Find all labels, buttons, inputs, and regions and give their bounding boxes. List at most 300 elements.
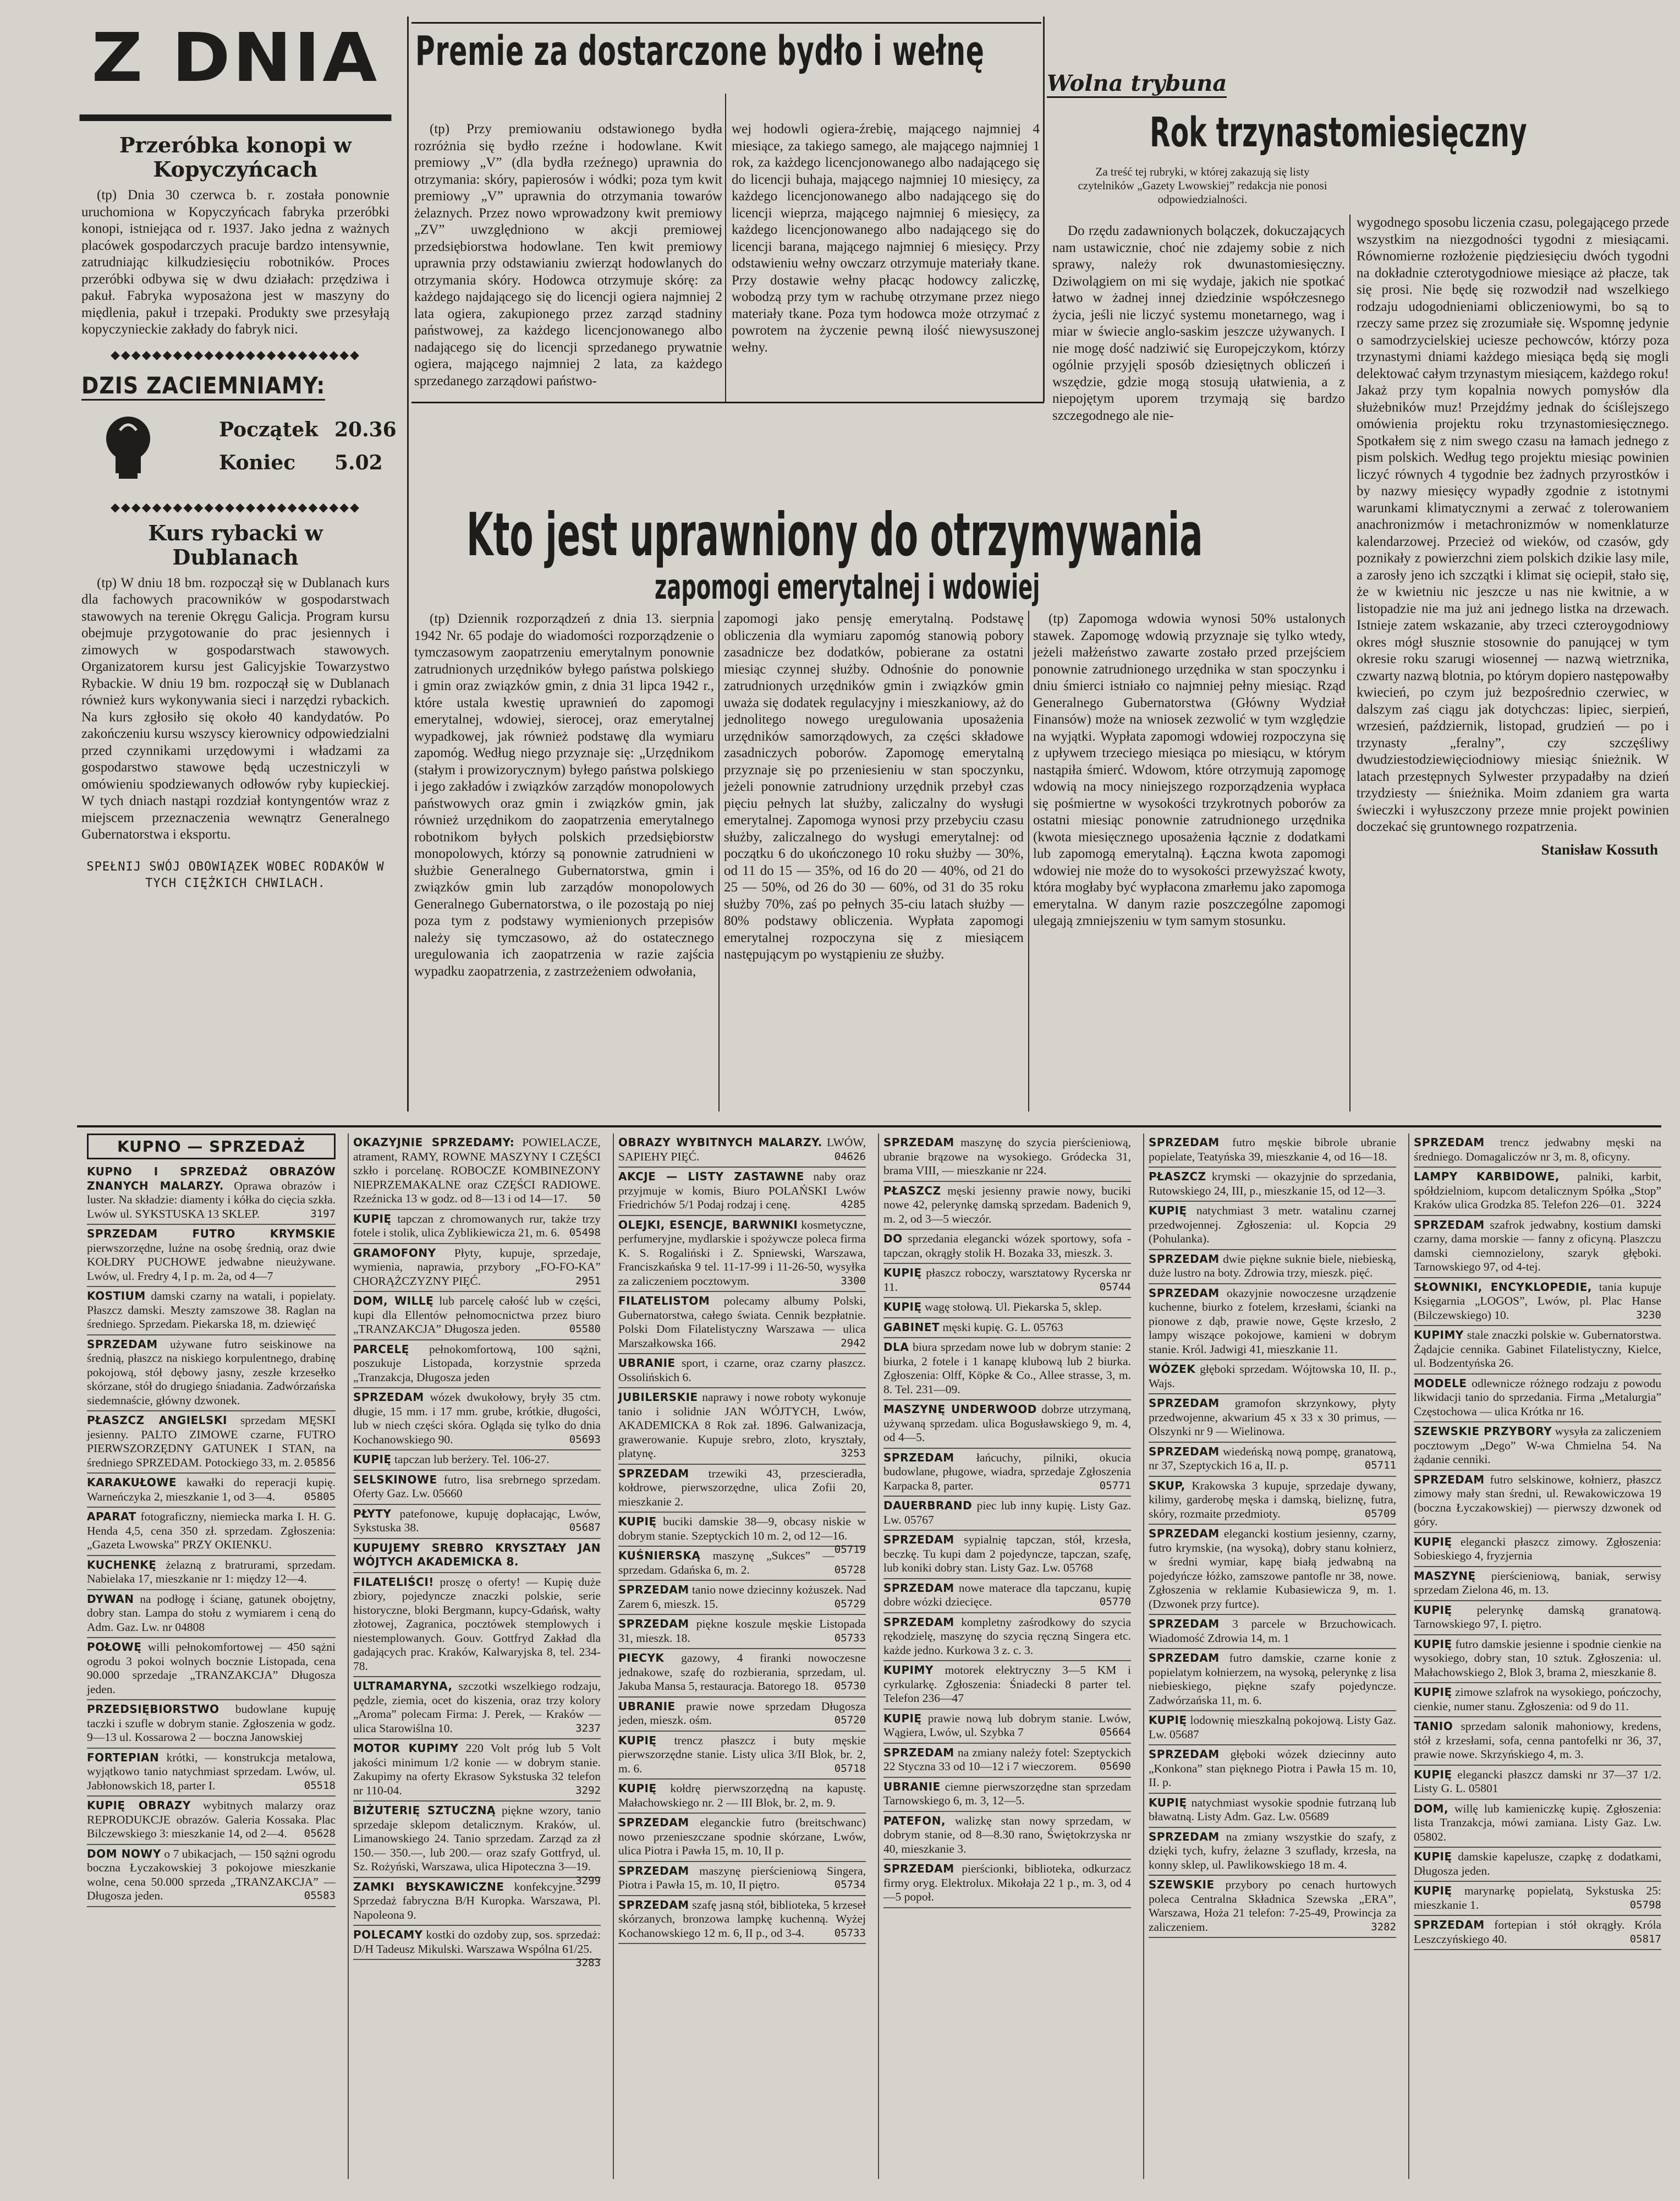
- ad-code: 05693: [569, 1433, 601, 1446]
- classified-ad: [353, 1926, 601, 1969]
- classified-ad: [1414, 1326, 1661, 1375]
- classified-ad: [618, 1388, 866, 1465]
- classified-ad: [87, 1508, 336, 1556]
- classified-ad: [618, 1581, 866, 1615]
- ad-code: 05734: [834, 1879, 866, 1891]
- ad-title: KUPIĘ: [1149, 1204, 1187, 1217]
- ad-text: marynarkę popielatą, Sykstuska 25: mieszkanie 1.: [1414, 1884, 1661, 1912]
- ad-text: sprzedania elegancki wózek sportowy, sofa - tapczan, okrągły stolik H. Bozaka 33, mieszk. 3.: [883, 1232, 1131, 1260]
- classified-ad: [87, 1638, 336, 1700]
- classified-ad: [618, 1216, 866, 1293]
- classified-ad: [618, 1292, 866, 1354]
- ad-title: SPRZEDAM: [1414, 1918, 1485, 1931]
- classified-ad: [883, 1318, 1131, 1339]
- ad-text: maszynę „Sukces” — sprzedam. Gdańska 6, m. 2.: [618, 1549, 834, 1576]
- rok-editor-note: Za treść tej rubryki, w której zakazują się listy czytelników „Gazety Lwowskiej” redakcja nie ponosi odpowiedzialności.: [1078, 165, 1327, 206]
- top-section: [15, 17, 1669, 1112]
- ads-column: [83, 1134, 340, 2179]
- ad-text: szafrok jedwabny, kostium damski czarny, dama morskie — fanny z oficyną. Plaszczu damski ciemnozielony, szaryk głęboki. Tarnowskiego 97, od 4-tej.: [1414, 1218, 1662, 1273]
- ad-text: konfekcyjne. Sprzedaż fabryczna B/H Kuropka. Warszawa, Pl. Napoleona 9.: [353, 1880, 601, 1921]
- lightbulb-icon: [98, 414, 158, 480]
- ad-title: SZEWSKIE: [1149, 1878, 1215, 1891]
- classified-ad: [618, 1615, 866, 1649]
- classified-ad: [1414, 1882, 1661, 1916]
- ad-title: GABINET: [883, 1320, 940, 1334]
- ad-title: KUPUJEMY SREBRO KRYSZTAŁY JAN WÓJTYCH AKADEMICKA 8.: [353, 1541, 601, 1568]
- ad-text: sypialnię tapczan, stół, krzesła, beczkę. Tu kupi dam 2 pojedyncze, tapczan, szafę, lub koniki dobry stan. Listy Gaz. Lw. 05768: [883, 1533, 1131, 1574]
- ad-text: walizkę stan nowy sprzedam, w dobrym stanie, od 8—8.30 rano, Świętokrzyska nr 40, mieszkanie 3.: [883, 1814, 1132, 1855]
- ad-title: KUPIĘ: [1414, 1884, 1452, 1897]
- ad-code: 2942: [841, 1337, 866, 1349]
- ad-title: KUŚNIERSKĄ: [618, 1549, 701, 1562]
- ad-code: 05720: [834, 1714, 866, 1726]
- classified-ad: [87, 1225, 336, 1287]
- kto-headline: Kto jest uprawniony do otrzymywania: [466, 501, 1203, 570]
- ad-text: pierścionki, biblioteka, odkurzacz firmy oryg. Elektrolux. Mikołaja 22 1 p., m. 3, od 4—5 popoł.: [883, 1862, 1132, 1903]
- classified-ad: [1149, 1745, 1396, 1794]
- ad-title: SPRZEDAM: [618, 1466, 689, 1480]
- ad-text: 3 parcele w Brzuchowicach. Wiadomość Zdrowia 14, m. 1: [1149, 1617, 1397, 1645]
- classified-ad: [353, 1739, 601, 1802]
- ad-title: SPRZEDAM: [1149, 1617, 1220, 1630]
- ad-title: DAUERBRAND: [883, 1499, 973, 1512]
- rok-signature: Stanisław Kossuth: [1541, 841, 1658, 858]
- classified-ad: [353, 1573, 601, 1678]
- premie-column-2: [732, 121, 1040, 402]
- ad-code: 05711: [1364, 1459, 1396, 1471]
- ad-text: sport, i czarne, oraz czarny płaszcz. Ossolińskich 6.: [618, 1356, 866, 1384]
- ad-title: SPRZEDAM: [1414, 1218, 1485, 1231]
- classified-ad: [618, 1354, 866, 1388]
- ad-text: odlewnicze różnego rodzaju z powodu likwidacji tanio do sprzedania. Firma „Metalurgia” Częstochowa — ulica Krótka nr 16.: [1414, 1376, 1662, 1418]
- ad-code: 05719: [834, 1543, 866, 1556]
- classified-ad: [1414, 1216, 1661, 1278]
- classified-ad: [1414, 1134, 1661, 1168]
- ad-title: KUPIĘ: [1414, 1767, 1452, 1781]
- ad-text: płaszcz roboczy, warsztatowy Rycerska nr 11.: [883, 1266, 1132, 1294]
- ad-text: gramofon skrzynkowy, płyty przedwojenne, akwarium 45 x 33 x 30 primus, — Olszynki nr 9 — Wielinowa.: [1149, 1397, 1397, 1438]
- ad-title: DYWAN: [87, 1592, 134, 1606]
- ad-text: szafę jasną stół, biblioteka, 5 krzeseł skórzanych, bronzowa lampkę kuchenną. Wyżej Kochanowskiego 12 m. 6, II p., od 3-4.: [618, 1898, 866, 1940]
- kurs-text: (tp) W dniu 18 bm. rozpoczął się w Dublanach kurs dla fachowych pracowników w gospodarstwach stawowych na terenie Okręgu Galicja. Program kursu obejmuje przygotowanie do prac jesiennych i zimowych w gospodarstwach stawowych. Organizatorem kursu jest Galicyjskie Towarzystwo Rybackie. W dniu 19 bm. rozpoczął się w Dublanach również kurs wykonywania sieci i narzędzi rybackich. Na kurs zgłosiło się około 40 kandydatów. Po zakończeniu kursu wszyscy kierownicy odpowiedzialni przed czynnikami urzędowymi i władzami za gospodarstwo stawowe będą uczestniczyli w omówieniu spodziewanych odłowów ryby kupieckiej. W tych dniach nastąpi rozdział kontyngentów wraz z miejscem przeznaczenia wewnątrz Generalnego Gubernatorstwa i eksportu.: [81, 575, 389, 842]
- ad-code: 05580: [569, 1323, 601, 1335]
- ad-title: SELSKINOWE: [353, 1472, 437, 1486]
- ad-title: SKUP,: [1149, 1479, 1185, 1492]
- ad-code: 3300: [841, 1274, 866, 1287]
- ad-text: wiedeńską nową pompę, granatową, nr 37, Szeptyckich 16 a, II. p.: [1149, 1444, 1397, 1472]
- ad-text: 220 Volt próg lub 5 Volt jakości minimum 1/2 konie — w dobrym stanie. Zakupimy na oferty Ekrasow Sykstuska 32 telefon nr 110-04.: [353, 1742, 601, 1797]
- ad-text: futro selskinowe, kołnierz, płaszcz zimowy mały stan średni, ul. Rewakowiczowa 19 (boczna Łyczakowskiej) — pierwszy dzwonek od góry.: [1414, 1472, 1661, 1528]
- ad-text: futro męskie bibrole ubranie popielate, Teatyńska 39, mieszkanie 4, od 16—18.: [1149, 1136, 1397, 1163]
- rok-text-2: wygodnego sposobu liczenia czasu, polegającego przede wszystkim na niezgodności tygodni z miesiącami. Równomierne rozłożenie piędziesięciu dwóch tygodni na dokładnie czterotygodniowe miesiące aż płacze, tak się prosi. Nie będę się rozwodził nad wszelkiego rodzaju udogodnieniami obliczeniowymi, bo są to rzeczy same przez się zrozumiałe się. Wspomnę jedynie o samodrzycielskiej uciesze pechowców, którzy poza trzynastymi dniami każdego miesiąca będą się mogli delektować całym trzynastym miesiącem, każdego roku! Jakaż przy tym kopalnia nowych pomysłów dla służebników muz! Przejdźmy jednak do ściślejszego omówienia projektu roku trzynastomiesięcznego. Spotkałem się z nim swego czasu na łamach jednego z pism polskich. Według tego projektu miesiąc powinien liczyć równych 4 tygodnie bez żadnych przyrostków i by nazwy miesięcy wypadły zgodnie z istotnymi warunkami klimatycznymi a zerwać z tolerowaniem anachronizmów i metachronizmów w nomenklaturze kalendarzowej. Przecież od wieków, od czasów, gdy poznikały z powierzchni ziem polskich dzikie lasy mile, a zarosły jeno ich szczątki i klimat się ociepił, stało się, że w kwietniu nic jeszcze u nas nie kwitnie, a w listopadzie nie ma już ani jednego listka na drzewach. Istnieje zatem wskazanie, aby trzeci czteroygodniowy okres mógł słusznie stosownie do panującej w tym okresie roku szarugi wiosennej — nazwą wietrznika, czwarty nazwą blotnia, po którym dopiero następowałby kwiecień, po czym już bezpośrednio czerwiec, w dalszym zaś ciągu jak dotychczas: lipiec, sierpień, wrzesień, październik, listopad, grudzień — po i trzynasty „feralny”, czy szczęśliwy dwudziestodziewięciodniowy miesiąc śnieżnik. W latach przestępnych Sylwester przypadałby na dzień trzydziesty — śnieżnika. Moim zdaniem gra warta świeczki i wyłuszczony przeze mnie projekt powinien doczekać się gruntownego rozpatrzenia.: [1357, 215, 1669, 834]
- ad-text: futro, lisa srebrnego sprzedam. Oferty Gaz. Lw. 05660: [353, 1472, 601, 1500]
- column-rule: [1028, 611, 1029, 1112]
- ad-title: SPRZEDAM: [883, 1450, 954, 1464]
- ad-text: fotograficzny, niemiecka marka I. H. G. Henda 4,5, cena 350 zł. sprzedam. Zgłoszenia: „Gazeta Lwowska” PRZY OKIENKU.: [87, 1510, 336, 1551]
- classified-ad: [87, 1845, 336, 1907]
- classified-ad: [353, 1244, 601, 1293]
- wolna-trybuna-label: Wolna trybuna: [1047, 70, 1227, 98]
- ad-text: okazyjnie nowoczesne urządzenie kuchenne, biurko z fotelem, krzesłami, ścianki na pionowe z dąb, prawie nowe, Gęste krzesło, 2 lampy wiszące pokojowe, kamieni w dobrym stanie. Król. Jadwigi 41, mieszkanie 11.: [1149, 1286, 1396, 1356]
- classified-ad: [1149, 1477, 1396, 1525]
- ad-title: SPRZEDAM: [883, 1615, 954, 1629]
- classified-ad: [883, 1182, 1131, 1230]
- ad-title: SPRZEDAM: [353, 1390, 424, 1404]
- ad-text: żelazną z bratrurami, sprzedam. Nabielaka 17, mieszkanie nr 1: między 12—4.: [87, 1558, 336, 1585]
- classified-ad: [1149, 1876, 1396, 1938]
- ad-title: OBRAZY WYBITNYCH MALARZY.: [618, 1136, 822, 1149]
- ad-title: SPRZEDAM: [87, 1337, 158, 1351]
- blackout-end-time: 5.02: [334, 451, 383, 474]
- ad-text: LWÓW, SAPIEHY PIĘĆ.: [618, 1136, 866, 1163]
- ad-text: elegancki płaszcz zimowy. Zgłoszenia: Sobieskiego 4, fryzjernia: [1414, 1535, 1661, 1562]
- classified-ad: [618, 1134, 866, 1168]
- column-rule: [407, 17, 409, 1112]
- column-rule: [718, 611, 720, 1112]
- classified-ad: [883, 1449, 1131, 1497]
- column-rule: [1349, 215, 1350, 1112]
- classified-ad: [618, 1814, 866, 1862]
- classified-ad: [1149, 1711, 1396, 1745]
- ad-code: 05805: [304, 1490, 336, 1503]
- ad-title: OKAZYJNIE SPRZEDAMY:: [353, 1136, 515, 1149]
- classified-ad: [618, 1862, 866, 1896]
- ad-title: SPRZEDAM FUTRO KRYMSKIE: [87, 1227, 336, 1240]
- ad-title: BIŻUTERIĘ SZTUCZNĄ: [353, 1804, 496, 1817]
- ad-title: KUPIĘ: [618, 1515, 657, 1528]
- ad-text: naprawy i nowe roboty wykonuje tanio i solidnie JAN WÓJTYCH, Lwów, AKADEMICKA 8 Rok zał. 1896. Galwanizacja, grawerowanie. Kupuje srebro, zloto, kryształy, platynę.: [618, 1390, 866, 1460]
- ad-title: MASZYNĘ: [1414, 1569, 1476, 1583]
- classified-ad: [1414, 1471, 1661, 1533]
- ad-text: maszynę do szycia pierścieniową, ubranie brązowe na wysokiego. Gródecka 31, brama VIII, — mieszkanie nr 224.: [883, 1136, 1131, 1177]
- classified-ad: [1414, 1375, 1661, 1423]
- blackout-start-label: Początek: [219, 418, 319, 441]
- ad-text: kosmetyczne, perfumeryjne, mydlarskie i spożywcze poleca firma K. S. Rogaliński i Z. Spniewski, Warszawa, Franciszkańska 9 tel. 11-17-99 i 11-26-50, wysyłka za zaliczeniem pocztowym.: [618, 1218, 866, 1288]
- classified-ad: [883, 1860, 1131, 1908]
- ad-text: damski czarny na watali, i popielaty. Płaszcz damski. Meszty zamszowe 38. Raglan na średniego. Sprzedam. Piekarska 18, m. dziewięć: [87, 1289, 336, 1331]
- ad-text: na zmiany należy fotel: Szeptyckich 22 Styczna 33 od 10—12 i 7 wieczorem.: [883, 1745, 1132, 1773]
- ad-title: FILATELISTOM: [618, 1294, 710, 1307]
- ad-title: SPRZEDAM: [1149, 1136, 1220, 1149]
- classified-ad: [87, 1590, 336, 1639]
- ad-text: elegancki kostium jesienny, czarny, futro krymskie, (na wysoką), dobry stanu kołnierz, w średni wymiar, kapę białą jedwabną na pojedyńcze łóżko, zamszowe pantofle nr 38, nowe. Zgłoszenia w reklamie Kubasiewicza 9, m. 1. (Dzwonek przy furtce).: [1149, 1527, 1396, 1611]
- ad-text: nowe materace dla tapczanu, kupię dobre wózki dziecięce.: [883, 1581, 1131, 1608]
- classified-ad: [87, 1797, 336, 1845]
- ad-text: fortepian i stół okrągły. Króla Leszczyńskiego 40.: [1414, 1918, 1662, 1946]
- ad-text: pelerynkę damską granatową. Tarnowskiego 97, I. piętro.: [1414, 1603, 1661, 1630]
- ad-text: patefonowe, kupuję dopłacając, Lwów, Sykstuska 38.: [353, 1507, 601, 1534]
- ad-title: UBRANIE: [883, 1780, 941, 1793]
- ad-text: męski kupię. G. L. 05763: [942, 1320, 1063, 1334]
- ad-text: kołdrę pierwszorzędną na kapustę. Małachowskiego nr. 2 — III Blok, br. 2, m. 9.: [618, 1782, 866, 1809]
- ad-title: PŁASZCZ ANGIELSKI: [87, 1414, 227, 1427]
- ad-text: kompletny zaśrodkowy do szycia rękodzielę, maszynę do szycia ręczną Singera etc. każde jedno. Kurkowa 3 z. c. 3.: [883, 1615, 1131, 1657]
- ad-text: willę lub kamieniczkę kupię. Zgłoszenia: lista Tranzakcja, mówi zamiana. Listy Gaz. Lw. 05802.: [1414, 1802, 1661, 1843]
- ad-title: SPRZEDAM: [883, 1136, 954, 1149]
- classified-ad: [883, 1778, 1131, 1812]
- classified-ad: [618, 1649, 866, 1698]
- classified-ad: [1414, 1567, 1661, 1601]
- ad-title: KUPIĘ: [1414, 1685, 1452, 1699]
- blackout-end: [219, 451, 383, 474]
- ad-title: KUPIĘ: [1414, 1603, 1452, 1617]
- ad-code: 3197: [310, 1207, 336, 1220]
- classified-ad: [618, 1698, 866, 1732]
- classified-ad: [1414, 1916, 1661, 1950]
- ad-text: piękne koszule męskie Listopada 31, mieszk. 18.: [618, 1617, 866, 1645]
- classified-ad: [1414, 1848, 1661, 1882]
- classified-ad: [87, 1411, 336, 1474]
- classified-ad: [883, 1264, 1131, 1298]
- ad-title: FORTEPIAN: [87, 1750, 160, 1764]
- classified-ad: [1149, 1649, 1396, 1711]
- ad-text: buciki damskie 38—9, obcasy niskie w dobrym stanie. Szeptyckich 10 m. 2, od 12—16.: [618, 1515, 866, 1542]
- ad-text: motorek elektryczny 3—5 KM i cyrkularkę. Zgłoszenia: Śniadecki 8 parter tel. Telefon 236—47: [883, 1663, 1131, 1705]
- classified-ad: [883, 1661, 1131, 1710]
- ad-text: głęboki wózek dziecinny auto „Konkona” stan pięknego Piotra i Pawła 15 m. 10, II. p.: [1149, 1748, 1396, 1789]
- ad-text: pierwszorzędne, luźne na osobę średnią, oraz dwie KOŁDRY PUCHOWE jedwabne nieużywane. Lwów, ul. Fredry 4, I p. m. 2a, od 4—7: [87, 1241, 336, 1283]
- classified-ad: [883, 1497, 1131, 1531]
- classified-ad: [1414, 1635, 1661, 1684]
- ad-text: stale znaczki polskie w. Gubernatorstwa. Żądajcie cennika. Gabinet Filatelistyczny, Kielce, ul. Bodzentyńska 26.: [1414, 1328, 1661, 1370]
- ad-title: PŁYTY: [353, 1507, 392, 1520]
- ad-text: łańcuchy, pilniki, okucia budowlane, pługowe, wiadra, sprzedaje Zgłoszenia Karpacka 8, parter.: [883, 1450, 1131, 1492]
- left-column: [81, 17, 397, 1112]
- classified-ad: [1149, 1284, 1396, 1361]
- ad-text: krymski — okazyjnie do sprzedania, Rutowskiego 24, III, p., mieszkanie 15, od 12—3.: [1149, 1170, 1396, 1197]
- classified-ad: [87, 1335, 336, 1412]
- ad-title: KUPIĘ: [618, 1733, 657, 1747]
- ad-text: o 7 ubikacjach, — 150 sążni ogrodu boczna Łyczakowskiej 3 pokojowe mieszkanie wolne, cena 50.000 sprzeda „TRANZAKCJA” — Długosza jeden.: [87, 1847, 336, 1902]
- ad-text: ciemne pierwszorzędne stan sprzedam Tarnowskiego 6, m. 3, 12—5.: [883, 1780, 1131, 1807]
- classified-ad: [353, 1505, 601, 1539]
- ad-text: męski jesienny prawie nowy, buciki nowe 42, pelerynkę damską sprzedam. Badenich 9, m. 2, od 3—5 wieczór.: [883, 1184, 1131, 1225]
- blackout-title: DZIS ZACIEMNIAMY:: [81, 372, 325, 401]
- ad-code: 05628: [304, 1827, 336, 1839]
- ad-text: tania kupuje Księgarnia „LOGOS”, Lwów, pl. Plac Hanse (Bilczewskiego) 10.: [1414, 1280, 1661, 1322]
- classified-ad: [1149, 1828, 1396, 1876]
- column-rule: [1043, 17, 1045, 402]
- classified-ad: [1149, 1443, 1396, 1477]
- rok-column-1: [1052, 223, 1345, 423]
- ads-column: [1143, 1134, 1401, 2179]
- ad-text: tapczan lub berżery. Tel. 106-27.: [394, 1453, 550, 1466]
- ad-title: KUPIĘ: [1414, 1850, 1452, 1863]
- ad-code: 05718: [834, 1762, 866, 1775]
- ad-code: 3282: [1371, 1920, 1396, 1933]
- ad-text: lodownię mieszkalną pokojową. Listy Gaz. Lw. 05687: [1149, 1713, 1397, 1741]
- classified-ad: [1414, 1278, 1661, 1327]
- classified-ad: [353, 1677, 601, 1739]
- ad-title: KUPIĘ: [1149, 1795, 1187, 1809]
- section-rule: [411, 402, 1044, 403]
- ad-text: kawałki do reperacji kupię. Warneńczyka 2, mieszkanie 1, od 3—4.: [87, 1476, 336, 1503]
- premie-headline: Premie za dostarczone bydło i wełnę: [415, 28, 985, 75]
- ad-title: SPRZEDAM: [1149, 1444, 1220, 1458]
- classified-ad: [353, 1210, 601, 1244]
- ad-code: 05817: [1629, 1932, 1661, 1945]
- ad-code: 3224: [1636, 1198, 1661, 1211]
- ad-title: DOM, WILLĘ: [353, 1294, 434, 1307]
- ad-title: MOTOR KUPIMY: [353, 1742, 459, 1755]
- ad-title: SPRZEDAM: [1149, 1748, 1220, 1761]
- classified-ad: [1149, 1360, 1396, 1394]
- ad-code: 05709: [1364, 1507, 1396, 1520]
- ad-title: OLEJKI, ESENCJE, BARWNIKI: [618, 1218, 798, 1231]
- classified-ad: [1414, 1800, 1661, 1848]
- ad-title: PARCELĘ: [353, 1342, 409, 1356]
- premie-text-1: (tp) Przy premiowaniu odstawionego bydła rozróżnia się bydło rzeźne i hodowlane. Kwit premiowy „V” (dla bydła rzeźnego) uprawnia do otrzymania: skóry, papierosów i wódki; poza tym kwit premiowy „V” uprawnia do otrzymania towarów żelaznych. Przez nowo wprowadzony kwit premiowy „ZV” uwzględniono w akcji premiowej przedsiębiorstwa hodowlane. Ten kwit premiowy uprawnia przy odstawianiu zwierząt hodowlanych do otrzymania skóry. Hodowca otrzymuje skórę: za każdego najdającego się do licencji ogiera najmniej 2 lata ogiera, zakupionego przez zarząd stadniny państwowej, za każdego licencjonowanego albo nadającego się do licencji sprzedanego prywatnie ogiera, mającego najmniej 2 lata, za każdego sprzedanego zarządowi państwo-: [414, 122, 722, 388]
- classified-ad: [883, 1298, 1131, 1318]
- ad-text: prawie nową lub dobrym stanie. Lwów, Wągiera, Lwów, ul. Szybka 7: [883, 1711, 1131, 1739]
- classified-ad: [1149, 1794, 1396, 1828]
- ad-code: 05856: [304, 1456, 336, 1469]
- ad-text: przybory po cenach hurtowych poleca Centralna Składnica Szewska „ERA”, Warszawa, Hoża 21 telefon: 7-25-49, Prowincja za zaliczeniem.: [1149, 1878, 1396, 1934]
- ad-title: POŁOWĘ: [87, 1640, 142, 1654]
- ad-title: KUPIĘ: [1414, 1637, 1452, 1651]
- ad-title: KARAKUŁOWE: [87, 1476, 177, 1489]
- masthead-z-dnia: Z DNIA: [80, 17, 392, 121]
- kto-subheadline: zapomogi emerytalnej i wdowiej: [655, 567, 1040, 607]
- ad-text: prawie nowe sprzedam Długosza jeden, mieszk. ośm.: [618, 1699, 866, 1727]
- blackout-start-time: 20.36: [334, 418, 397, 441]
- classified-ad: [353, 1450, 601, 1471]
- ad-title: SZEWSKIE PRZYBORY: [1414, 1425, 1552, 1438]
- ad-code: 05728: [834, 1563, 866, 1576]
- classified-ad: [618, 1547, 866, 1581]
- ad-text: głęboki sprzedam. Wójtowska 10, II. p., Wajs.: [1149, 1362, 1397, 1390]
- ad-code: 2951: [575, 1274, 601, 1287]
- ad-text: proszę o oferty! — Kupię duże zbiory, pojedyncze znaczki polskie, serie historyczne, bloki Bergmann, kupcy-Gdańsk, wałty złotowej, Zagranica, pocztówek stemplowych i niestemplowanych. Gouv. Gottfryd Zakład dla gadających prac. Kraków, Kalwaryjska 8, tel. 234-78.: [353, 1575, 601, 1673]
- kto-text-2: zapomogi jako pensję emerytalną. Podstawę obliczenia dla wymiaru zapomóg stanowią pobory zasadnicze bez dodatków, pobierane za ostatni miesiąc czynnej służby. Odnośnie do ponownie zatrudnionych urzędników gmin i związków gmin uważa się dodatek regulacyjny i mieszkaniowy, aż do jednolitego nowego uregulowania uposażenia urzędników samorządowych, za części składowe zasadniczych poborów. Zapomogę emerytalną przyznaje się po przeniesieniu w stan spoczynku, jeżeli ponownie zatrudniony urzędnik przebył czas pięciu pełnych lat służby, zaliczalny do wysługi emerytalnej. Zapomoga wynosi przy przebyciu czasu służby, zaliczalnego do wysługi emerytalnej: od początku 6 do ukończonego 10 roku służby — 30%, od 11 do 15 — 35%, od 16 do 20 — 40%, od 21 do 25 — 50%, od 26 do 30 — 60%, od 31 do 35 roku służby 70%, zaś po pełnych 35-ciu latach służby — 80% podstawy obliczenia. Wypłata zapomogi emerytalnej rozpoczyna się z miesiącem następującym po wystąpieniu ze służby.: [724, 611, 1024, 962]
- ad-text: piękne wzory, tanio sprzedaje sklepom detalicznym. Kraków, ul. Limanowskiego 24. Tanio sprzedam. Zarząd za zł 150.— 350.—, lub 200.— oraz szafy Gottfryd, ul. Sz. Rożyński, Warszawa, ulica Hipoteczna 3—19.: [353, 1804, 601, 1873]
- ad-text: pełnokomfortową, 100 sążni, poszukuje Listopada, korzystnie sprzeda „Tranzakcja, Długosza jeden: [353, 1342, 601, 1384]
- blackout-start: [219, 418, 397, 441]
- diamond-divider-2: ◆◆◆◆◆◆◆◆◆◆◆◆◆◆◆◆◆◆◆◆◆◆◆◆: [110, 500, 361, 514]
- rok-headline: Rok trzynastomiesięczny: [1150, 109, 1527, 156]
- classifieds: [83, 1134, 1666, 2179]
- classified-ad: [1414, 1168, 1661, 1216]
- ad-title: UBRANIE: [618, 1356, 676, 1370]
- ad-code: 05498: [569, 1227, 601, 1239]
- classified-ad: [883, 1710, 1131, 1744]
- ad-code: 05733: [834, 1926, 866, 1939]
- ad-code: 3230: [1636, 1308, 1661, 1321]
- ad-title: SPRZEDAM: [1149, 1397, 1220, 1410]
- ad-title: KUPIMY: [883, 1663, 934, 1677]
- ad-title: PRZEDSIĘBIORSTWO: [87, 1702, 219, 1716]
- ad-text: maszynę pierścieniową Singera, Piotra i Pawła 15, m. 10, II piętro.: [618, 1864, 866, 1891]
- ad-title: JUBILERSKIE: [618, 1390, 698, 1404]
- ad-text: wózek dwukołowy, bryły 35 ctm. długie, 15 mm. i 17 mm. grube, krótkie, długości, lub w niech części skóra. Ogląda się tylko do dnia Kochanowskiego 90.: [353, 1390, 601, 1446]
- ad-title: TANIO: [1414, 1720, 1453, 1733]
- classified-ad: [618, 1168, 866, 1216]
- classified-ad: [1149, 1250, 1396, 1284]
- ad-code: 3292: [575, 1784, 601, 1797]
- ad-title: DLA: [883, 1340, 909, 1354]
- ad-text: wybitnych malarzy oraz REPRODUKCJE obrazów. Galeria Kossaka. Plac Bilczewskiego 3: mieszkanie 14, od 2—4.: [87, 1799, 336, 1840]
- ad-title: SPRZEDAM: [618, 1898, 689, 1912]
- classified-ad: [1414, 1422, 1661, 1471]
- ad-text: elegancki płaszcz damski nr 37—37 1/2. Listy G. L. 05801: [1414, 1767, 1661, 1795]
- blackout-end-label: Koniec: [219, 451, 296, 474]
- classified-ad: [618, 1896, 866, 1945]
- classified-ad: [1149, 1394, 1396, 1443]
- ad-title: SPRZEDAM: [1149, 1286, 1220, 1300]
- classified-ad: [618, 1780, 866, 1814]
- ad-text: naby oraz przyjmuje w komis, Biuro POLAŃSKI Lwów Friedrichów 5/1 Podaj rodzaj i cenę.: [618, 1170, 866, 1211]
- headline-rule: [411, 22, 1041, 24]
- ad-title: MASZYNĘ UNDERWOOD: [883, 1403, 1037, 1416]
- kto-text-3: (tp) Zapomoga wdowia wynosi 50% ustalonych stawek. Zapomogę wdowią przyznaje się tylko wtedy, jeżeli małżeństwo zawarte zostało przed przejściem ponownie zatrudnionego urzędnika w stan spoczynku i dniu śmierci istniało co najmniej pełny miesiąc. Rząd Generalnego Gubernatorstwa (Główny Wydział Finansów) może na wniosek zezwolić w tym względzie na wyjątki. Wypłata zapomogi wdowiej rozpoczyna się z upływem trzeciego miesiąca po miesiącu, w którym nastąpiła śmierć. Wdowom, które otrzymują zapomogę wdowią na mocy niniejszego rozporządzenia wypłaca się pośmiertne w wysokości trzykrotnych poborów za ostatni miesiąc ponownie zatrudnionego urzędnika (kwota miesięcznego uposażenia łącznie z dodatkami lub zapomogą emerytalną). Łączna kwota zapomogi wdowiej nie może do to wysokości przewyższać kwoty, która mogłaby być wypłacona zmarłemu jako zapomoga emerytalna. W danym razie poszczególne zapomogi ulegają zmniejszeniu w tym samym stosunku.: [1033, 611, 1346, 928]
- ad-text: tanio nowe dziecinny kożuszek. Nad Zarem 6, mieszk. 15.: [618, 1583, 866, 1611]
- ad-title: PATEFON,: [883, 1814, 946, 1827]
- ad-title: WÓZEK: [1149, 1362, 1196, 1376]
- classified-ad: [1414, 1766, 1661, 1800]
- ad-title: SPRZEDAM: [883, 1745, 954, 1759]
- ad-text: piec lub inny kupię. Listy Gaz. Lw. 05767: [883, 1499, 1131, 1526]
- ad-text: krótki, — konstrukcja metalowa, wyjątkowo tanio natychmiast sprzedam. Lwów, ul. Jabłonowskich 18, parter I.: [87, 1750, 336, 1792]
- ad-text: szczotki wszelkiego rodzaju, pędzle, ziemia, ocet do kiszenia, oraz trzy kolory „Aroma” polecam Firma: J. Perek, — Kraków — ulica Starowiślna 10.: [353, 1679, 601, 1735]
- ad-title: ULTRAMARYNA,: [353, 1679, 453, 1693]
- ad-title: POLECAMY: [353, 1928, 423, 1941]
- ad-text: Płyty, kupuje, sprzedaje, wymienia, naprawia, przybory „FO-FO-KA” CHORĄŻCZYZNY PIĘĆ.: [353, 1246, 601, 1288]
- classified-ad: [353, 1340, 601, 1389]
- classified-ad: [883, 1230, 1131, 1264]
- ad-code: 4285: [841, 1198, 866, 1211]
- classified-ad: [87, 1474, 336, 1508]
- ad-title: FILATELIŚCI!: [353, 1575, 434, 1589]
- ads-column: [1408, 1134, 1666, 2179]
- ad-title: PIECYK: [618, 1651, 665, 1665]
- ad-text: dwie piękne suknie biele, niebieską, duże lustro na boty. Zdrowia trzy, mieszk. pięć.: [1149, 1252, 1396, 1279]
- ad-text: zimowe szlafrok na wysokiego, pończochy, cienkie, numer stanu. Zgłoszenia: od 9 do 11.: [1414, 1685, 1661, 1713]
- ads-column: [878, 1134, 1135, 2179]
- classified-ad: [1149, 1168, 1396, 1202]
- classified-ad: [883, 1134, 1131, 1182]
- ad-text: futro damskie, czarne konie z popielatym kołnierzem, na wysoką, pelerynkę z lisa niebieskiego, piękne szafy pojedyncze. Zadwórzańska 11, m. 6.: [1149, 1651, 1396, 1707]
- kurs-headline: Kurs rybacki w Dublanach: [148, 520, 323, 570]
- ad-text: sprzedam MĘSKI jesienny. PALTO ZIMOWE czarne, FUTRO PIERWSZORZĘDNY GATUNEK I STAN, na średniego SPRZEDAM. Potockiego 33, m. 2.: [87, 1414, 336, 1469]
- ad-code: 05730: [834, 1680, 866, 1692]
- premie-column-1: [414, 121, 722, 402]
- ad-title: SPRZEDAM: [1414, 1472, 1485, 1486]
- ad-title: SPRZEDAM: [1149, 1252, 1220, 1266]
- classified-ad: [883, 1338, 1131, 1400]
- ad-text: damskie kapelusze, czapkę z dodatkami, Długosza jeden.: [1414, 1850, 1661, 1877]
- ad-title: SPRZEDAM: [883, 1581, 954, 1595]
- ad-title: SPRZEDAM: [618, 1617, 689, 1630]
- classified-ad: [87, 1749, 336, 1797]
- classified-ad: [353, 1539, 601, 1573]
- ad-title: KUPIĘ: [618, 1782, 657, 1795]
- ad-title: DO: [883, 1232, 903, 1245]
- ad-title: SPRZEDAM: [1149, 1830, 1220, 1843]
- classified-ad: [1149, 1615, 1396, 1649]
- ad-code: 05771: [1099, 1479, 1131, 1492]
- ad-text: willi pełnokomfortowej — 450 sążni ogrodu 3 pokoi wolnych bocznie Listopada, cena 90.000 sprzedaje „TRANZAKCJA” Długosza jeden.: [87, 1640, 336, 1696]
- column-rule: [725, 94, 726, 402]
- ad-text: palniki, karbit, spółdzielniom, kupcom detalicznym Spółka „Stop” Kraków ulica Grodzka 85. Telefon 226—01.: [1414, 1170, 1662, 1211]
- ad-text: eleganckie futro (breitschwanc) nowo przenieszczane spodnie skórzane, Lwów, ulica Piotra i Pawła 15, m. 10, II p.: [618, 1816, 866, 1857]
- ads-column: [613, 1134, 870, 2179]
- classified-ad: [883, 1744, 1131, 1778]
- ad-code: 05798: [1629, 1898, 1661, 1911]
- ads-section-label: KUPNO — SPRZEDAŻ: [87, 1134, 336, 1159]
- ad-text: dobrze utrzymaną, używaną sprzedam. ulica Bogusławskiego 9, m. 4, od 4—5.: [883, 1403, 1132, 1444]
- ad-code: 05729: [834, 1597, 866, 1610]
- ad-text: natychmiast wysokie spodnie futrzaną lub bławatną. Listy Adm. Gaz. Lw. 05689: [1149, 1795, 1397, 1823]
